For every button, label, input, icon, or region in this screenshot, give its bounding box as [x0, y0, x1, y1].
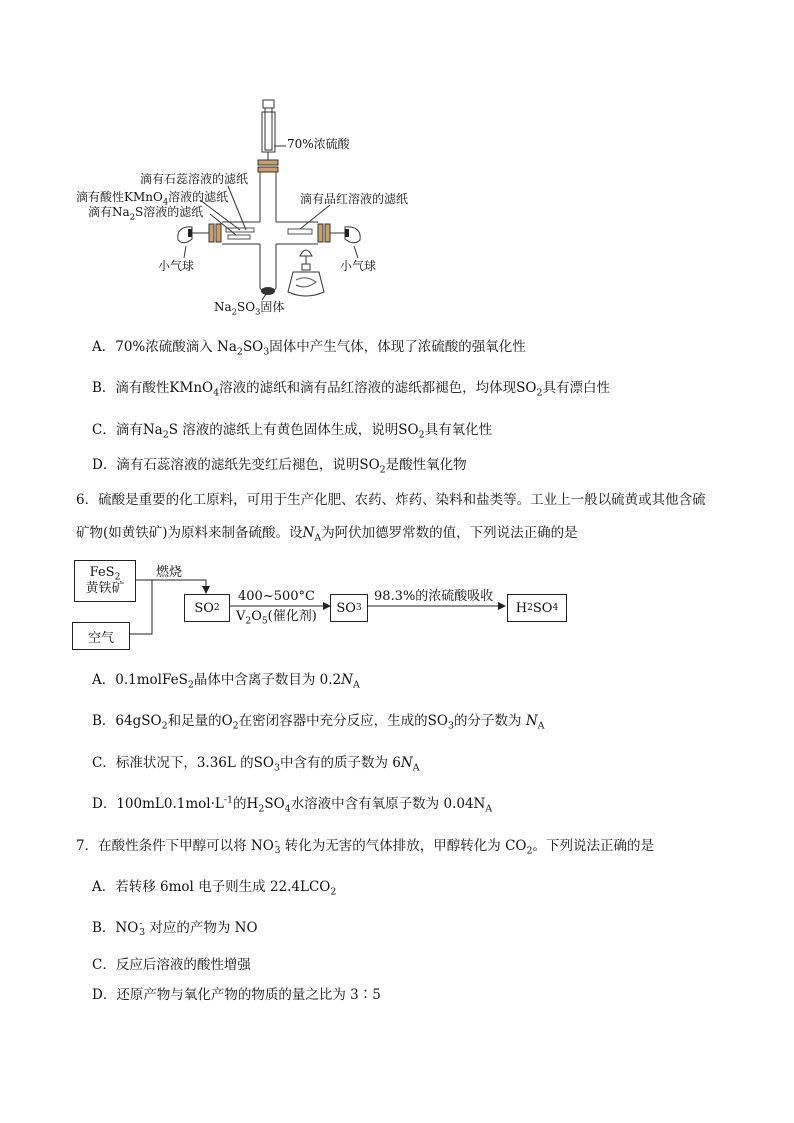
- q7-stem: 7．在酸性条件下甲醇可以将 NO - 3 转化为无害的气体排放，甲醇转化为 $CO_2$。下列说法正确的是: [76, 836, 654, 857]
- q5-option-c: C．滴有$Na_2S$ 溶液的滤纸上有黄色固体生成，说明$SO_2$具有氧化性: [92, 422, 493, 441]
- label-balloon-right: 小气球: [340, 259, 377, 273]
- q6-stem-line1: 6．硫酸是重要的化工原料，可用于生产化肥、农药、炸药、染料和盐类等。工业上一般以硫黄或其他含硫: [76, 492, 706, 508]
- label-litmus-paper: 滴有石蕊溶液的滤纸: [140, 172, 249, 186]
- box-so3: SO 3: [330, 594, 368, 622]
- label-burn: 燃烧: [156, 565, 183, 580]
- q6-option-d: D．$100mL0.1mol\cdot L^{-1}$的$H_2SO_4$水溶液中含有氧原子数为 $0.04N_A$: [92, 794, 493, 815]
- label-balloon-left: 小气球: [158, 259, 195, 273]
- label-pinkred-paper: 滴有品红溶液的滤纸: [300, 192, 409, 206]
- label-na2s-paper: 滴有$Na_2S$溶液的滤纸: [88, 205, 204, 222]
- q6-option-b: B．64gSO$_2$和足量的$O_2$在密闭容器中充分反应，生成的$SO_3$的分子数为 $N_A$: [92, 713, 545, 732]
- q7-option-a: A．若转移 6mol 电子则生成 $22.4LCO_2$: [92, 879, 337, 898]
- label-acid: 70%浓硫酸: [287, 137, 350, 151]
- q6-stem-line2: 矿物(如黄铁矿)为原料来制备硫酸。设$N_A$为阿伏加德罗常数的值，下列说法正确的是: [76, 525, 578, 544]
- q5-option-b: B．滴有酸性KMnO$_4$溶液的滤纸和滴有品红溶液的滤纸都褪色，均体现$SO_2$具有漂白性: [92, 380, 610, 399]
- q5-option-d: D．滴有石蕊溶液的滤纸先变红后褪色，说明$SO_2$是酸性氧化物: [92, 457, 467, 476]
- q7-option-b: B．NO - 3 对应的产物为 NO: [92, 918, 258, 938]
- label-na2so3-solid: $Na_2SO_3$固体: [214, 300, 285, 317]
- label-kmno4-paper: 滴有酸性KMnO$_4$溶液的滤纸: [76, 190, 229, 207]
- box-h2so4: H 2 SO 4: [507, 594, 567, 622]
- q7-option-c: C．反应后溶液的酸性增强: [92, 957, 251, 973]
- label-absorb: 98.3%的浓硫酸吸收: [374, 589, 494, 604]
- box-so2: SO 2: [184, 594, 230, 622]
- box-air: 空气: [72, 622, 130, 650]
- q5-option-a: A．70%浓硫酸滴入 $Na_2SO_3$固体中产生气体，体现了浓硫酸的强氧化性: [92, 339, 526, 358]
- q6-option-c: C．标准状况下，3.36L 的$SO_3$中含有的质子数为 $6N_A$: [92, 755, 420, 774]
- label-catalyst: $V_2O_5$(催化剂): [236, 609, 317, 627]
- label-temperature: 400~500°C: [238, 589, 315, 604]
- q6-option-a: A．0.1molFeS$_2$晶体中含离子数目为 $0.2N_A$: [92, 672, 360, 691]
- box-fes2-pyrite: FeS$_2$ 黄铁矿: [74, 560, 136, 602]
- q7-option-d: D．还原产物与氧化产物的物质的量之比为 3∶5: [92, 987, 381, 1003]
